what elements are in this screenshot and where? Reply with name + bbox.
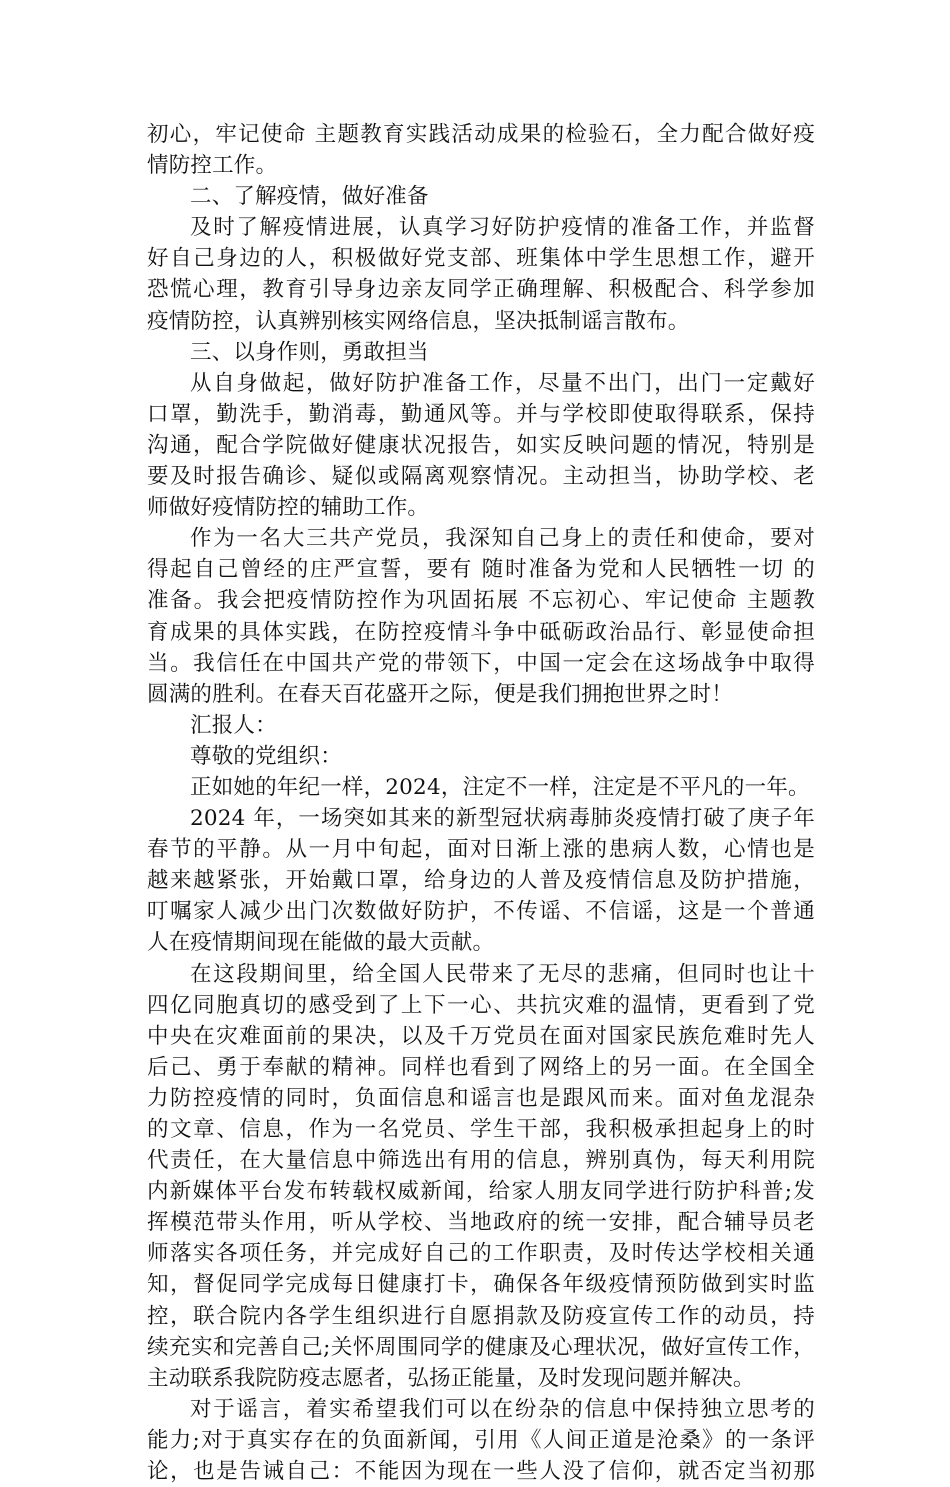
text-line: 人在疫情期间现在能做的最大贡献。: [147, 930, 495, 956]
text-line: 准备。我会把疫情防控作为巩固拓展 不忘初心、牢记使命 主题教: [147, 588, 815, 614]
text-line: 对于谣言，着实希望我们可以在纷杂的信息中保持独立思考的: [190, 1396, 815, 1422]
text-line: 师落实各项任务，并完成好自己的工作职责，及时传达学校相关通: [147, 1241, 815, 1267]
text-line: 知，督促同学完成每日健康打卡，确保各年级疫情预防做到实时监: [147, 1272, 815, 1298]
text-line: 要及时报告确诊、疑似或隔离观察情况。主动担当，协助学校、老: [147, 464, 815, 490]
text-line: 恐慌心理，教育引导身边亲友同学正确理解、积极配合、科学参加: [147, 277, 815, 303]
text-line: 尊敬的党组织：: [190, 743, 342, 769]
text-line: 作为一名大三共产党员，我深知自己身上的责任和使命，要对: [190, 526, 815, 552]
document-body: [147, 119, 815, 1487]
text-line: 及时了解疫情进展，认真学习好防护疫情的准备工作，并监督: [190, 215, 815, 241]
text-line: 师做好疫情防控的辅助工作。: [147, 495, 430, 521]
text-line: 力防控疫情的同时，负面信息和谣言也是跟风而来。面对鱼龙混杂: [147, 1085, 815, 1111]
text-line: 圆满的胜利。在春天百花盛开之际，便是我们拥抱世界之时！: [147, 681, 733, 707]
text-line: 情防控工作。: [147, 153, 278, 179]
text-line: 汇报人：: [190, 712, 277, 738]
text-line: 代责任，在大量信息中筛选出有用的信息，辨别真伪，每天利用院: [147, 1148, 815, 1174]
text-line: 口罩，勤洗手，勤消毒，勤通风等。并与学校即使取得联系，保持: [147, 401, 815, 427]
text-line: 控，联合院内各学生组织进行自愿捐款及防疫宣传工作的动员，持: [147, 1303, 815, 1329]
text-line: 正如她的年纪一样，2024，注定不一样，注定是不平凡的一年。: [190, 774, 810, 800]
text-line: 四亿同胞真切的感受到了上下一心、共抗灾难的温情，更看到了党: [147, 992, 815, 1018]
text-line: 沟通，配合学院做好健康状况报告，如实反映问题的情况，特别是: [147, 432, 815, 458]
text-line: 2024 年，一场突如其来的新型冠状病毒肺炎疫情打破了庚子年: [190, 806, 815, 832]
text-line: 主动联系我院防疫志愿者，弘扬正能量，及时发现问题并解决。: [147, 1365, 755, 1391]
text-line: 疫情防控，认真辨别核实网络信息，坚决抵制谣言散布。: [147, 308, 690, 334]
text-line: 育成果的具体实践，在防控疫情斗争中砥砺政治品行、彰显使命担: [147, 619, 815, 645]
text-line: 续充实和完善自己;关怀周围同学的健康及心理状况，做好宣传工作，: [147, 1334, 815, 1360]
text-line: 春节的平静。从一月中旬起，面对日渐上涨的患病人数，心情也是: [147, 837, 815, 863]
text-line: 三、以身作则，勇敢担当: [190, 339, 429, 365]
text-line: 后己、勇于奉献的精神。同样也看到了网络上的另一面。在全国全: [147, 1054, 815, 1080]
text-line: 从自身做起，做好防护准备工作，尽量不出门，出门一定戴好: [190, 370, 815, 396]
text-line: 论，也是告诫自己：不能因为现在一些人没了信仰，就否定当初那: [147, 1459, 815, 1485]
text-line: 叮嘱家人减少出门次数做好防护，不传谣、不信谣，这是一个普通: [147, 899, 815, 925]
text-line: 二、了解疫情，做好准备: [190, 184, 429, 210]
text-line: 能力;对于真实存在的负面新闻，引用《人间正道是沧桑》的一条评: [147, 1427, 815, 1453]
text-line: 的文章、信息，作为一名党员、学生干部，我积极承担起身上的时: [147, 1117, 815, 1142]
text-line: 初心，牢记使命 主题教育实践活动成果的检验石，全力配合做好疫: [147, 122, 815, 147]
text-line: 好自己身边的人，积极做好党支部、班集体中学生思想工作，避开: [147, 246, 815, 272]
text-line: 越来越紧张，开始戴口罩，给身边的人普及疫情信息及防护措施，: [147, 868, 815, 894]
text-line: 挥模范带头作用，听从学校、当地政府的统一安排，配合辅导员老: [147, 1210, 815, 1236]
text-line: 内新媒体平台发布转载权威新闻，给家人朋友同学进行防护科普;发: [147, 1179, 815, 1205]
text-line: 当。我信任在中国共产党的带领下，中国一定会在这场战争中取得: [147, 650, 815, 676]
text-line: 在这段期间里，给全国人民带来了无尽的悲痛，但同时也让十: [190, 961, 815, 987]
text-line: 得起自己曾经的庄严宣誓，要有 随时准备为党和人民牺牲一切 的: [147, 557, 815, 583]
text-line: 中央在灾难面前的果决，以及千万党员在面对国家民族危难时先人: [147, 1023, 815, 1049]
